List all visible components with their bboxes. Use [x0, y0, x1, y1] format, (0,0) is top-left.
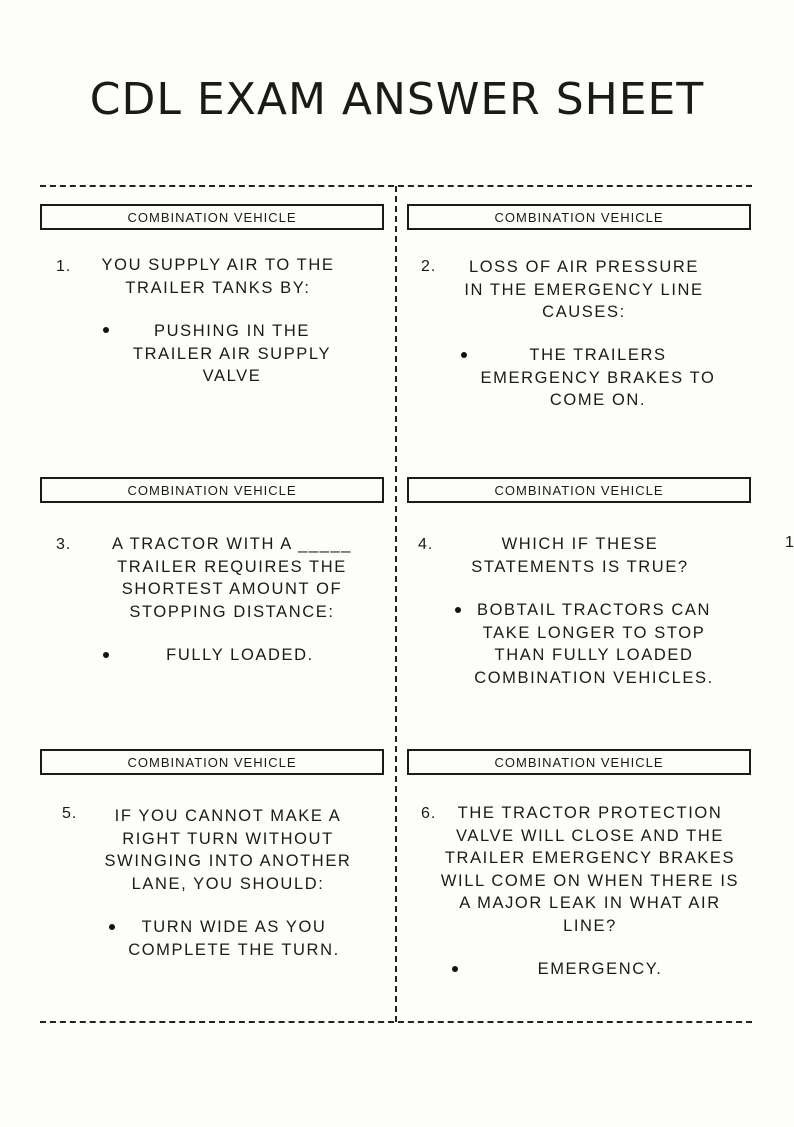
answer-text: TURN WIDE AS YOU COMPLETE THE TURN.: [128, 918, 340, 959]
edge-number: 1: [785, 534, 794, 551]
bullet-icon: [461, 352, 467, 358]
answer-text: EMERGENCY.: [537, 960, 663, 978]
question-number: 1.: [56, 258, 72, 275]
answer-text: BOBTAIL TRACTORS CAN TAKE LONGER TO STOP THAN FULLY LOADED COMBINATION VEHICLES.: [474, 601, 714, 687]
question-text: IF YOU CANNOT MAKE A RIGHT TURN WITHOUT SWINGING INTO ANOTHER LANE, YOU SHOULD:: [104, 807, 352, 893]
bullet-icon: [452, 966, 458, 972]
bullet-icon: [103, 327, 109, 333]
question-number: 5.: [62, 805, 78, 822]
answer-text: FULLY LOADED.: [166, 646, 314, 664]
bullet-icon: [455, 607, 461, 613]
center-divider: [395, 186, 397, 1022]
answer-text: PUSHING IN THE TRAILER AIR SUPPLY VALVE: [132, 322, 332, 385]
question-number: 6.: [421, 805, 437, 822]
question-number: 3.: [56, 536, 72, 553]
question-text: WHICH IF THESE STATEMENTS IS TRUE?: [471, 535, 689, 576]
answer-text: THE TRAILERS EMERGENCY BRAKES TO COME ON.: [480, 346, 716, 409]
card-label: COMBINATION VEHICLE: [407, 749, 751, 775]
question-number: 4.: [418, 536, 434, 553]
bullet-icon: [109, 924, 115, 930]
question-text: THE TRACTOR PROTECTION VALVE WILL CLOSE AND THE TRAILER EMERGENCY BRAKES WILL COME ON WHEN THERE IS A MAJOR LEAK IN WHAT AIR LINE?: [440, 804, 740, 935]
card-label: COMBINATION VEHICLE: [407, 204, 751, 230]
card-label: COMBINATION VEHICLE: [40, 749, 384, 775]
question-text: A TRACTOR WITH A _____ TRAILER REQUIRES THE SHORTEST AMOUNT OF STOPPING DISTANCE:: [112, 535, 352, 621]
question-number: 2.: [421, 258, 437, 275]
bullet-icon: [103, 652, 109, 658]
card-label: COMBINATION VEHICLE: [407, 477, 751, 503]
card-label: COMBINATION VEHICLE: [40, 477, 384, 503]
card-label: COMBINATION VEHICLE: [40, 204, 384, 230]
question-text: LOSS OF AIR PRESSURE IN THE EMERGENCY LINE CAUSES:: [464, 258, 704, 321]
page-title: CDL EXAM ANSWER SHEET: [89, 74, 705, 125]
question-text: YOU SUPPLY AIR TO THE TRAILER TANKS BY:: [101, 256, 335, 297]
